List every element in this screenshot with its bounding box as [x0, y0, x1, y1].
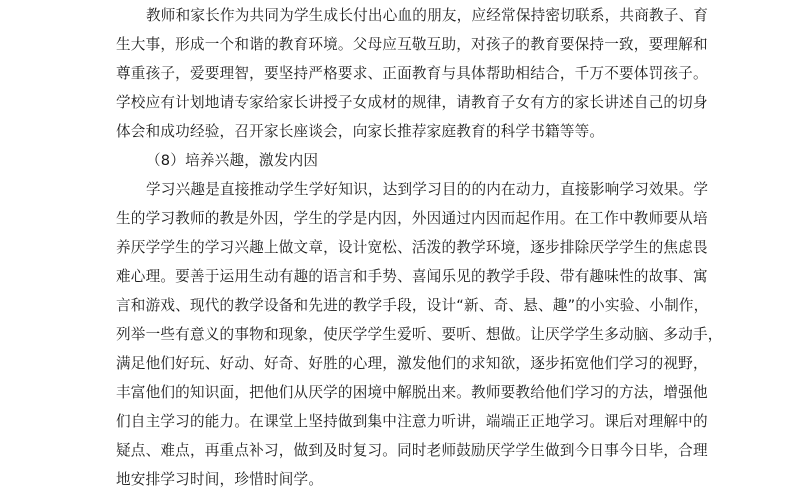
paragraph-2-line: 学习兴趣是直接推动学生学好知识，达到学习目的的内在动力，直接影响学习效果。学 — [146, 181, 709, 198]
paragraph-2-line: 地安排学习时间，珍惜时间学。 — [116, 471, 324, 488]
paragraph-2-line: 养厌学学生的学习兴趣上做文章，设计宽松、活泼的教学环境，逐步排除厌学学生的焦虑畏 — [116, 239, 708, 256]
paragraph-2-line: 难心理。要善于运用生动有趣的语言和手势、喜闻乐见的教学手段、带有趣味性的故事、寓 — [116, 268, 708, 285]
paragraph-2-line: 列举一些有意义的事物和现象，使厌学学生爱听、要听、想做。让厌学学生多动脑、多动手， — [116, 326, 723, 343]
paragraph-1-line: 尊重孩子，爱要理智，要坚持严格要求、正面教育与具体帮助相结合，千万不要体罚孩子。 — [116, 65, 708, 82]
paragraph-2-line: 生的学习教师的教是外因，学生的学是内因，外因通过内因而起作用。在工作中教师要从培 — [116, 210, 708, 227]
paragraph-2-line: 言和游戏、现代的教学设备和先进的教学手段，设计“新、奇、悬、趣”的小实验、小制作， — [116, 297, 709, 314]
paragraph-2-line: 们自主学习的能力。在课堂上坚持做到集中注意力听讲，端端正正地学习。课后对理解中的 — [116, 413, 708, 430]
paragraph-2-line: 丰富他们的知识面，把他们从厌学的困境中解脱出来。教师要教给他们学习的方法，增强他 — [116, 384, 708, 401]
paragraph-1-line: 生大事，形成一个和谐的教育环境。父母应互敬互助，对孩子的教育要保持一致，要理解和 — [116, 36, 708, 53]
paragraph-2-line: 满足他们好玩、好动、好奇、好胜的心理，激发他们的求知欲，逐步拓宽他们学习的视野， — [116, 355, 708, 372]
paragraph-1-line: 体会和成功经验，召开家长座谈会，向家长推荐家庭教育的科学书籍等等。 — [116, 123, 605, 140]
paragraph-1-line: 学校应有计划地请专家给家长讲授子女成材的规律，请教育子女有方的家长讲述自己的切身 — [116, 94, 708, 111]
section-heading: （8）培养兴趣，激发内因 — [146, 152, 319, 169]
paragraph-2-line: 疑点、难点，再重点补习，做到及时复习。同时老师鼓励厌学学生做到今日事今日毕，合理 — [116, 442, 708, 459]
paragraph-1-line: 教师和家长作为共同为学生成长付出心血的朋友，应经常保持密切联系，共商教子、育 — [146, 7, 709, 24]
